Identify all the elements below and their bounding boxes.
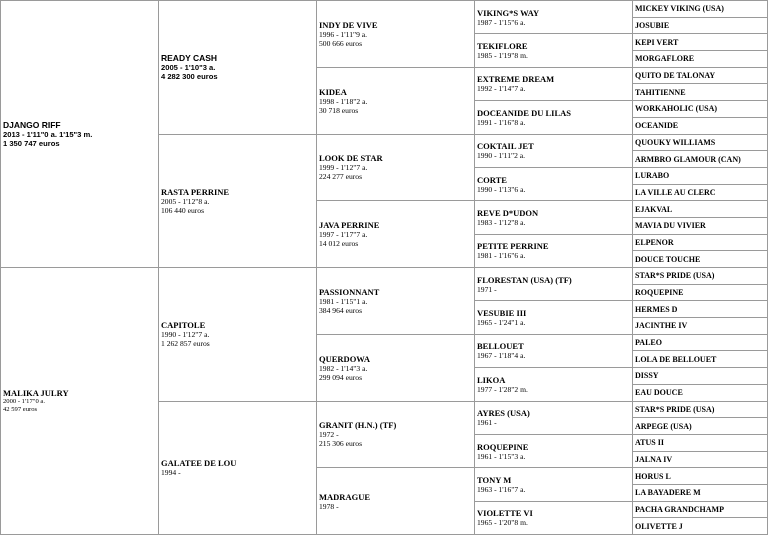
horse-cell-g3[interactable] — [317, 468, 475, 535]
horse-name: OLIVETTE J — [635, 521, 683, 531]
horse-name: INDY DE VIVE — [319, 19, 378, 30]
horse-record: 2013 - 1'11"0 a. 1'15"3 m. — [3, 130, 93, 139]
horse-cell-g4[interactable] — [475, 234, 633, 267]
horse-cell-g2[interactable] — [159, 134, 317, 268]
horse-name: LURABO — [635, 171, 670, 181]
horse-name: REVE D*UDON — [477, 207, 539, 218]
horse-name: KEPI VERT — [635, 37, 679, 47]
horse-cell-g3[interactable] — [317, 334, 475, 401]
horse-name: EJAKVAL — [635, 204, 673, 214]
horse-cell-g4[interactable] — [475, 34, 633, 67]
horse-cell-g5[interactable] — [633, 167, 768, 184]
horse-cell-g5[interactable] — [633, 401, 768, 418]
horse-cell-g4[interactable] — [475, 368, 633, 401]
horse-cell-g3[interactable] — [317, 201, 475, 268]
horse-record: 1990 - 1'12"7 a. — [161, 330, 210, 340]
horse-cell-g5[interactable] — [633, 1, 768, 18]
horse-cell-g5[interactable] — [633, 368, 768, 385]
horse-cell-g4[interactable] — [475, 67, 633, 100]
horse-name: DJANGO RIFF — [3, 120, 61, 130]
horse-name: HORUS L — [635, 471, 671, 481]
horse-cell-g4[interactable] — [475, 134, 633, 167]
horse-name: JAVA PERRINE — [319, 220, 380, 231]
horse-record: 1990 - 1'13"6 a. — [477, 184, 526, 194]
horse-earnings: 42 597 euros — [3, 406, 38, 413]
horse-record: 1987 - 1'15"6 a. — [477, 17, 526, 27]
horse-name: ROQUEPINE — [477, 441, 529, 452]
horse-cell-g5[interactable] — [633, 318, 768, 335]
horse-name: EAU DOUCE — [635, 388, 683, 398]
horse-cell-g5[interactable] — [633, 351, 768, 368]
horse-record: 1961 - 1'15"3 a. — [477, 451, 526, 461]
horse-name: GALATEE DE LOU — [161, 458, 237, 469]
horse-name: MICKEY VIKING (USA) — [635, 4, 724, 14]
horse-name: JALNA IV — [635, 454, 673, 464]
horse-record: 2005 - 1'10"3 a. — [161, 63, 216, 73]
horse-earnings: 299 094 euros — [319, 372, 363, 382]
horse-name: STAR*S PRIDE (USA) — [635, 271, 715, 281]
horse-name: QUERDOWA — [319, 353, 371, 364]
horse-name: ARPEGE (USA) — [635, 421, 692, 431]
horse-name: LA BAYADERE M — [635, 488, 701, 498]
horse-name: ARMBRO GLAMOUR (CAN) — [635, 154, 741, 164]
horse-record: 1971 - — [477, 284, 497, 294]
horse-name: HERMES D — [635, 304, 678, 314]
horse-name: MAVIA DU VIVIER — [635, 221, 706, 231]
horse-name: TAHITIENNE — [635, 87, 686, 97]
horse-name: FLORESTAN (USA) (TF) — [477, 274, 572, 285]
horse-cell-g2[interactable] — [159, 268, 317, 402]
horse-earnings: 224 277 euros — [319, 172, 363, 182]
horse-record: 2005 - 1'12"8 a. — [161, 196, 210, 206]
horse-record: 1996 - 1'11"9 a. — [319, 29, 368, 39]
horse-record: 2000 - 1'17"0 a. — [3, 398, 45, 405]
horse-name: ELPENOR — [635, 237, 674, 247]
horse-earnings: 384 964 euros — [319, 305, 363, 315]
horse-record: 1961 - — [477, 418, 497, 428]
horse-cell-g4[interactable] — [475, 501, 633, 534]
horse-cell-g5[interactable] — [633, 451, 768, 468]
horse-name: OCEANIDE — [635, 121, 679, 131]
horse-cell-g5[interactable] — [633, 284, 768, 301]
horse-record: 1981 - 1'15"1 a. — [319, 296, 368, 306]
horse-cell-g5[interactable] — [633, 334, 768, 351]
horse-record: 1997 - 1'17"7 a. — [319, 230, 368, 240]
horse-name: ROQUEPINE — [635, 288, 684, 298]
horse-cell-g5[interactable] — [633, 434, 768, 451]
horse-record: 1977 - 1'28"2 m. — [477, 384, 528, 394]
horse-name: VIOLETTE VI — [477, 508, 533, 519]
horse-record: 1981 - 1'16"6 a. — [477, 251, 526, 261]
horse-record: 1965 - 1'24"1 a. — [477, 318, 526, 328]
horse-cell-g5[interactable] — [633, 501, 768, 518]
horse-cell-g5[interactable] — [633, 518, 768, 535]
horse-earnings: 500 666 euros — [319, 38, 363, 48]
horse-name: VIKING*S WAY — [477, 7, 540, 18]
horse-name: MADRAGUE — [319, 491, 370, 502]
horse-cell-g4[interactable] — [475, 201, 633, 234]
horse-cell-g5[interactable] — [633, 468, 768, 485]
horse-record: 1994 - — [161, 468, 181, 478]
horse-name: JACINTHE IV — [635, 321, 688, 331]
horse-cell-g5[interactable] — [633, 17, 768, 34]
horse-name: JOSUBIE — [635, 21, 670, 31]
horse-name: VESUBIE III — [477, 308, 527, 319]
horse-earnings: 1 350 747 euros — [3, 139, 60, 148]
horse-cell-g5[interactable] — [633, 101, 768, 118]
horse-record: 1990 - 1'11"2 a. — [477, 151, 526, 161]
horse-cell-subject[interactable] — [1, 1, 159, 268]
horse-earnings: 106 440 euros — [161, 205, 205, 215]
horse-name: LA VILLE AU CLERC — [635, 187, 716, 197]
horse-name: MORGAFLORE — [635, 54, 695, 64]
horse-name: PACHA GRANDCHAMP — [635, 504, 724, 514]
horse-name: RASTA PERRINE — [161, 186, 230, 197]
horse-name: LOLA DE BELLOUET — [635, 354, 717, 364]
horse-cell-g5[interactable] — [633, 251, 768, 268]
pedigree-row — [1, 1, 768, 18]
horse-cell-g5[interactable] — [633, 201, 768, 218]
horse-earnings: 1 262 857 euros — [161, 339, 210, 349]
horse-cell-g5[interactable] — [633, 67, 768, 84]
horse-name: DISSY — [635, 371, 659, 381]
horse-name: LIKOA — [477, 374, 506, 385]
horse-name: PETITE PERRINE — [477, 241, 549, 252]
horse-name: PALEO — [635, 338, 662, 348]
horse-cell-g4[interactable] — [475, 434, 633, 467]
pedigree-row — [1, 268, 768, 285]
horse-earnings: 14 012 euros — [319, 239, 359, 249]
horse-cell-g5[interactable] — [633, 301, 768, 318]
horse-record: 1978 - — [319, 501, 339, 511]
horse-name: WORKAHOLIC (USA) — [635, 104, 718, 114]
horse-name: QUITO DE TALONAY — [635, 71, 716, 81]
horse-record: 1963 - 1'16"7 a. — [477, 484, 526, 494]
horse-record: 1999 - 1'12"7 a. — [319, 163, 368, 173]
horse-name: CAPITOLE — [161, 320, 206, 331]
horse-cell-g3[interactable] — [317, 401, 475, 468]
horse-cell-g4[interactable] — [475, 468, 633, 501]
horse-name: PASSIONNANT — [319, 286, 380, 297]
horse-cell-g3[interactable] — [317, 67, 475, 134]
horse-name: STAR*S PRIDE (USA) — [635, 404, 715, 414]
horse-cell-g5[interactable] — [633, 134, 768, 151]
horse-name: GRANIT (H.N.) (TF) — [319, 420, 397, 431]
horse-cell-g3[interactable] — [317, 134, 475, 201]
horse-cell-g5[interactable] — [633, 51, 768, 68]
horse-record: 1972 - — [319, 430, 339, 440]
horse-cell-sire[interactable] — [159, 1, 317, 135]
horse-cell-g4[interactable] — [475, 301, 633, 334]
horse-name: QUOUKY WILLIAMS — [635, 137, 716, 147]
horse-name: LOOK DE STAR — [319, 153, 383, 164]
horse-earnings: 30 718 euros — [319, 105, 359, 115]
horse-cell-g5[interactable] — [633, 418, 768, 435]
horse-cell-g5[interactable] — [633, 84, 768, 101]
horse-record: 1991 - 1'16"8 a. — [477, 117, 526, 127]
horse-cell-g4[interactable] — [475, 268, 633, 301]
horse-cell-g5[interactable] — [633, 384, 768, 401]
horse-cell-g2[interactable] — [159, 401, 317, 535]
horse-record: 1965 - 1'20"8 m. — [477, 518, 528, 528]
horse-name: DOUCE TOUCHE — [635, 254, 701, 264]
horse-cell-g3[interactable] — [317, 1, 475, 68]
horse-name: EXTREME DREAM — [477, 74, 555, 85]
horse-name: DOCEANIDE DU LILAS — [477, 107, 571, 118]
horse-record: 1998 - 1'18"2 a. — [319, 96, 368, 106]
horse-cell-g5[interactable] — [633, 151, 768, 168]
horse-cell-g4[interactable] — [475, 334, 633, 367]
horse-record: 1982 - 1'14"3 a. — [319, 363, 368, 373]
horse-name: KIDEA — [319, 86, 347, 97]
horse-cell-g4[interactable] — [475, 1, 633, 34]
horse-cell-g5[interactable] — [633, 234, 768, 251]
horse-record: 1992 - 1'14"7 a. — [477, 84, 526, 94]
horse-name: READY CASH — [161, 53, 218, 64]
horse-cell-g4[interactable] — [475, 401, 633, 434]
horse-name: BELLOUET — [477, 341, 524, 352]
horse-name: COKTAIL JET — [477, 141, 534, 152]
horse-cell-dam[interactable] — [1, 268, 159, 535]
horse-earnings: 215 306 euros — [319, 439, 363, 449]
horse-name: ATUS II — [635, 438, 664, 448]
horse-record: 1985 - 1'19"8 m. — [477, 51, 528, 61]
horse-cell-g5[interactable] — [633, 117, 768, 134]
horse-cell-g5[interactable] — [633, 484, 768, 501]
horse-cell-g4[interactable] — [475, 167, 633, 200]
horse-cell-g4[interactable] — [475, 101, 633, 134]
horse-name: TONY M — [477, 474, 512, 485]
horse-earnings: 4 282 300 euros — [161, 72, 218, 82]
horse-cell-g5[interactable] — [633, 34, 768, 51]
horse-cell-g5[interactable] — [633, 184, 768, 201]
horse-cell-g5[interactable] — [633, 217, 768, 234]
horse-cell-g5[interactable] — [633, 268, 768, 285]
horse-record: 1967 - 1'18"4 a. — [477, 351, 526, 361]
horse-name: MALIKA JULRY — [3, 388, 69, 398]
horse-name: CORTE — [477, 174, 507, 185]
horse-record: 1983 - 1'12"8 a. — [477, 217, 526, 227]
horse-cell-g3[interactable] — [317, 268, 475, 335]
horse-name: AYRES (USA) — [477, 408, 530, 419]
horse-name: TEKIFLORE — [477, 41, 528, 52]
